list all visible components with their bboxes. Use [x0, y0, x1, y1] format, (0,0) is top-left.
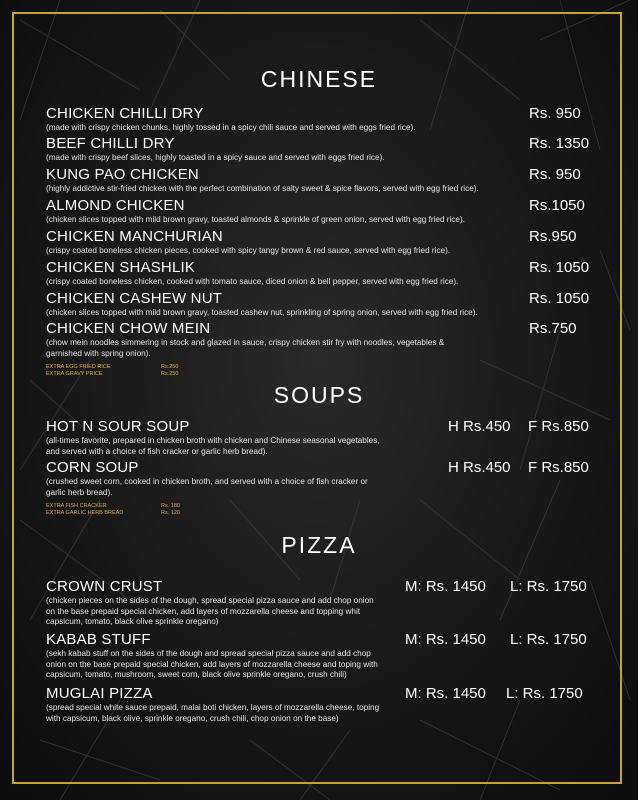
- item-price-medium: M: Rs. 1450: [405, 631, 486, 648]
- menu-item-chicken-cashew-nut: [46, 290, 596, 319]
- item-description-line: (crushed sweet corn, cooked in chicken broth, and served with a choice of fish cracker or: [46, 477, 368, 486]
- item-name: CHICKEN MANCHURIAN: [46, 228, 223, 245]
- menu-item-almond-chicken: [46, 197, 596, 226]
- section-title-pizza: PIZZA: [281, 532, 357, 558]
- item-price-full: F Rs.850: [528, 418, 589, 435]
- item-price-full: F Rs.850: [528, 459, 589, 476]
- chinese-extras: [46, 364, 178, 377]
- menu-item-kung-pao-chicken: [46, 166, 596, 195]
- item-name: CHICKEN SHASHLIK: [46, 259, 196, 276]
- item-description: (highly addictive stir-fried chicken with the perfect combination of salty sweet & spice flavors, served with egg fried rice).: [46, 184, 479, 193]
- item-description-line: and served with a choice of fish cracker or garlic herb bread).: [46, 446, 268, 456]
- item-price-half: H Rs.450: [448, 459, 511, 476]
- item-price-medium: M: Rs. 1450: [405, 578, 486, 595]
- menu-item-kabab-stuff: [46, 631, 596, 681]
- item-name: CHICKEN CHOW MEIN: [46, 320, 211, 337]
- item-description: (crispy coated boneless chicken pieces, cooked with spicy tangy brown & red sauce, served with egg fried rice).: [46, 246, 451, 255]
- item-price: Rs.950: [529, 228, 577, 245]
- item-description-line: garnished with spring onion).: [46, 348, 151, 358]
- menu-item-chicken-chilli-dry: [46, 105, 596, 134]
- item-price-half: H Rs.450: [448, 418, 511, 435]
- item-description-line: onion on the base prepaid special chicken, add layers of mozzarella cheese and toping with: [46, 659, 378, 669]
- item-name: KABAB STUFF: [46, 631, 151, 648]
- item-name: MUGLAI PIZZA: [46, 685, 153, 702]
- item-price: Rs. 1350: [529, 135, 590, 152]
- item-description: (made with crispy chicken chunks, highly tossed in a spicy chili sauce and served with eggs fried rice).: [46, 123, 416, 132]
- item-price: Rs. 950: [529, 166, 581, 183]
- item-name: BEEF CHILLI DRY: [46, 135, 175, 152]
- item-description: (chicken slices topped with mild brown gravy, toasted almonds & sprinkle of green onion, served with egg fried rice).: [46, 215, 465, 224]
- section-title-soups: SOUPS: [273, 382, 365, 408]
- menu-item-chicken-shashlik: [46, 259, 596, 288]
- item-name: KUNG PAO CHICKEN: [46, 166, 199, 183]
- item-name: CORN SOUP: [46, 459, 139, 476]
- item-price: Rs.750: [529, 320, 577, 337]
- extra-price: Rs. 120: [161, 509, 180, 516]
- item-description-line: (chow mein noodles simmering in stock and glazed in sauce, crispy chicken stir fry with noodles, vegetables &: [46, 338, 445, 347]
- item-name: CHICKEN CHILLI DRY: [46, 105, 204, 122]
- extra-label: EXTRA GRAVY PRICE: [46, 370, 103, 377]
- item-description-line: (spread special white sauce prepaid, malai boti chicken, layers of mozzarella cheese, toping: [46, 703, 380, 712]
- item-price: Rs. 1050: [529, 290, 590, 307]
- item-description-line: garlic herb bread).: [46, 487, 113, 497]
- extra-label: EXTRA FISH CRACKER: [46, 503, 107, 509]
- item-description: (chicken slices topped with mild brown gravy, toasted cashew nut, sprinkling of spring onion, served with egg fried rice).: [46, 308, 478, 317]
- menu-item-crown-crust: [46, 578, 596, 628]
- extra-label: EXTRA EGG FRIED RICE: [46, 364, 111, 370]
- item-description: (crispy coated boneless chicken, cooked with tomato sauce, diced onion & bell pepper, served with egg fried rice).: [46, 277, 459, 286]
- extra-price: Rs. 180: [161, 503, 180, 509]
- soups-extras: [46, 503, 180, 516]
- extra-label: EXTRA GARLIC HERB BREAD: [46, 509, 124, 516]
- item-description-line: capsicum, tomato, black olive sprinkle oregano): [46, 617, 219, 626]
- menu-item-corn-soup: [46, 459, 596, 498]
- item-description-line: (sekh kabab stuff on the sides of the dough and spread special pizza sauce and add chop: [46, 649, 371, 658]
- item-description: (made with crispy beef slices, highly toasted in a spicy sauce and served with eggs fried rice).: [46, 153, 385, 162]
- item-price-medium: M: Rs. 1450: [405, 685, 486, 702]
- extra-price: Rs.250: [161, 364, 179, 370]
- item-price-large: L: Rs. 1750: [510, 578, 587, 595]
- menu-item-muglai-pizza: [46, 685, 596, 724]
- item-name: HOT N SOUR SOUP: [46, 418, 190, 435]
- item-price: Rs.1050: [529, 197, 585, 214]
- item-description-line: capsicum, tomato, mushroom, sweet corn, black olive sprinkle oregano, crush chili): [46, 670, 347, 679]
- menu-item-beef-chilli-dry: [46, 135, 596, 164]
- item-price: Rs. 950: [529, 105, 581, 122]
- item-name: CHICKEN CASHEW NUT: [46, 290, 223, 307]
- item-description-line: (all-times favorite, prepared in chicken broth with chicken and Chinese seasonal vegetables,: [46, 436, 380, 445]
- item-description-line: (chicken pieces on the sides of the dough, spread special pizza sauce and add chop onion: [46, 596, 374, 605]
- section-title-chinese: CHINESE: [260, 66, 378, 92]
- item-price: Rs. 1050: [529, 259, 590, 276]
- menu-item-hot-n-sour-soup: [46, 418, 596, 457]
- item-name: ALMOND CHICKEN: [46, 197, 185, 214]
- item-description-line: on the base prepaid special chicken, add layers of mozzarella cheese and topping whit: [46, 606, 361, 616]
- menu-item-chicken-chow-mein: [46, 320, 596, 359]
- item-price-large: L: Rs. 1750: [506, 685, 583, 702]
- extra-price: Rs.250: [161, 370, 179, 377]
- item-price-large: L: Rs. 1750: [510, 631, 587, 648]
- item-name: CROWN CRUST: [46, 578, 163, 595]
- item-description-line: with capsicum, black olive, sprinkle oregano, crush chili, chop onion on the base): [46, 713, 339, 723]
- extra-row: [46, 371, 178, 378]
- menu-item-chicken-manchurian: [46, 228, 596, 257]
- extra-row: [46, 510, 180, 517]
